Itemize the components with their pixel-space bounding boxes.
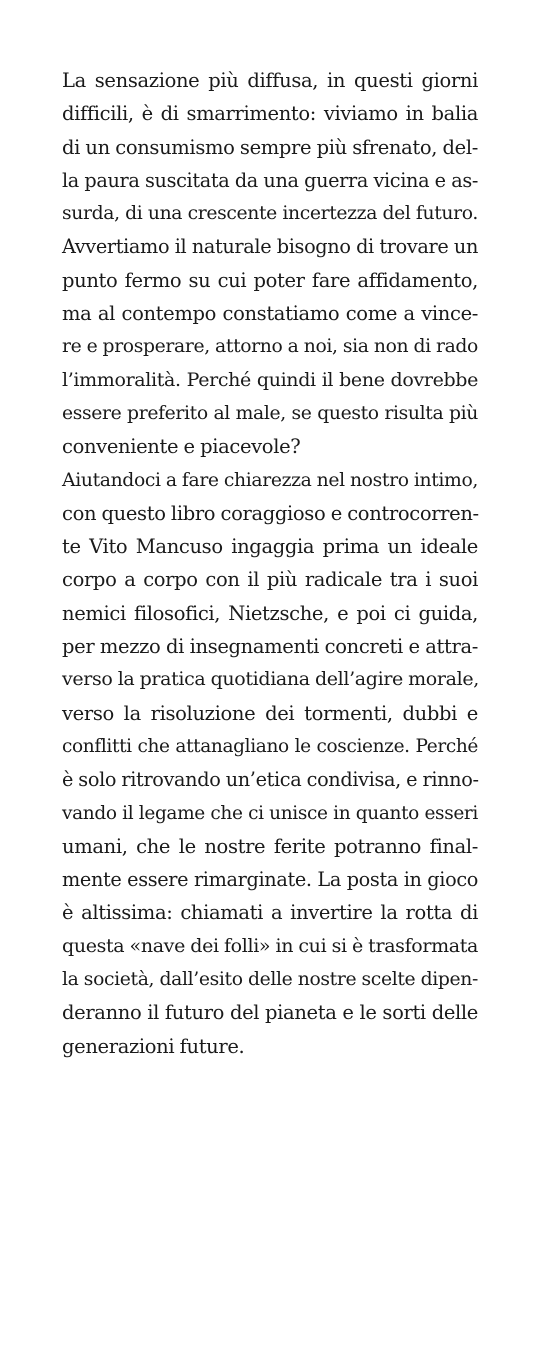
text-line: punto fermo su cui poter fare affidamento, — [62, 268, 478, 292]
text-line: umani, che le nostre ferite potranno final- — [62, 834, 478, 858]
text-line: di un consumismo sempre più sfrenato, del- — [62, 135, 478, 159]
text-line: te Vito Mancuso ingaggia prima un ideale — [62, 535, 478, 559]
text-line: mente essere rimarginate. La posta in gioco — [62, 868, 478, 892]
paragraph-1 — [62, 64, 478, 464]
paragraph-2 — [62, 464, 478, 1063]
text-line: vando il legame che ci unisce in quanto esseri — [62, 802, 478, 824]
text-line: è solo ritrovando un’etica condivisa, e rinno- — [62, 768, 479, 792]
text-line: deranno il futuro del pianeta e le sorti delle — [62, 1001, 478, 1025]
text-line: conveniente e piacevole? — [62, 435, 301, 459]
text-line: La sensazione più diffusa, in questi giorni — [62, 69, 478, 92]
text-line: Aiutandoci a fare chiarezza nel nostro intimo, — [62, 469, 478, 491]
text-line: è altissima: chiamati a invertire la rotta di — [62, 901, 478, 925]
text-line: nemici filosofici, Nietzsche, e poi ci guida, — [62, 601, 478, 625]
text-line: verso la pratica quotidiana dell’agire morale, — [62, 668, 479, 691]
blurb-text — [62, 64, 478, 1063]
text-line: la paura suscitata da una guerra vicina e as- — [62, 168, 478, 192]
text-line: conflitti che attanagliano le coscienze. Perché — [62, 735, 478, 757]
text-line: essere preferito al male, se questo risulta più — [62, 402, 478, 424]
text-line: verso la risoluzione dei tormenti, dubbi e — [62, 701, 478, 725]
text-line: per mezzo di insegnamenti concreti e attra- — [62, 635, 478, 659]
text-line: con questo libro coraggioso e controcorren- — [62, 501, 479, 525]
text-line: l’immoralità. Perché quindi il bene dovrebbe — [62, 368, 478, 391]
text-line: Avvertiamo il naturale bisogno di trovare un — [62, 235, 478, 259]
text-line: generazioni future. — [62, 1034, 245, 1058]
text-line: la società, dall’esito delle nostre scelte dipen- — [62, 969, 478, 991]
text-line: surda, di una crescente incertezza del futuro. — [62, 203, 478, 225]
text-line: re e prosperare, attorno a noi, sia non di rado — [62, 336, 478, 358]
text-line: ma al contempo constatiamo come a vince- — [62, 302, 478, 326]
text-line: questa «nave dei folli» in cui si è trasformata — [62, 934, 478, 957]
text-line: difficili, è di smarrimento: viviamo in balia — [62, 102, 478, 126]
text-line: corpo a corpo con il più radicale tra i suoi — [62, 568, 478, 592]
